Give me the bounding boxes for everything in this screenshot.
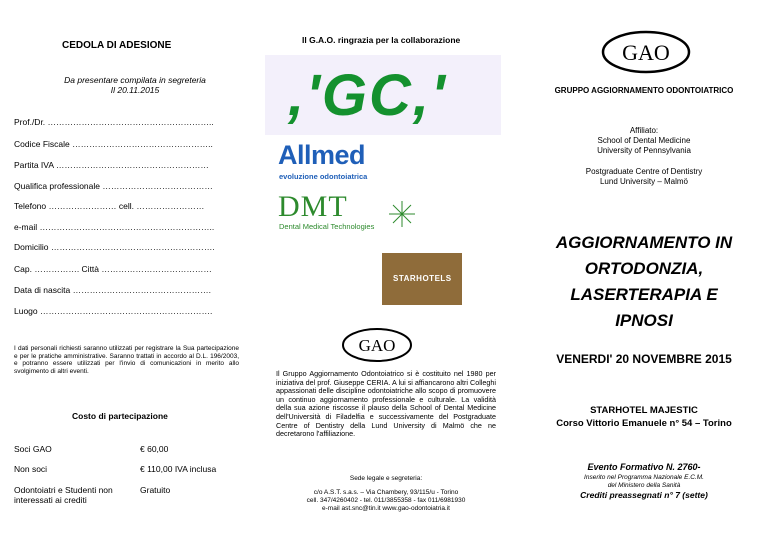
field-zip-city[interactable]: Cap. ……………. Città ………………………………… xyxy=(14,264,212,274)
gao-logo-text: GAO xyxy=(622,40,670,65)
affiliation-line-3: Postgraduate Centre of Dentistry xyxy=(585,167,703,176)
dmt-tagline: Dental Medical Technologies xyxy=(279,222,375,231)
starhotels-logo: STARHOTELS xyxy=(393,274,452,283)
affiliation-label: Affiliato: xyxy=(629,126,659,135)
cost-label-non-members: Non soci xyxy=(14,464,48,474)
course-title xyxy=(520,230,768,334)
field-vat[interactable]: Partita IVA ……………………………………………… xyxy=(14,160,209,170)
course-title-line-3: LASERTERAPIA E xyxy=(570,285,718,304)
group-name: GRUPPO AGGIORNAMENTO ODONTOIATRICO xyxy=(554,86,734,95)
event-number: Evento Formativo N. 2760- xyxy=(587,462,701,472)
ecm-line-1: Inserito nel Programma Nazionale E.C.M. xyxy=(584,474,704,481)
venue xyxy=(520,404,768,430)
affiliation-block-2 xyxy=(520,167,768,187)
office-heading: Sede legale e segreteria: xyxy=(349,475,423,482)
cost-price-students: Gratuito xyxy=(140,485,171,495)
privacy-notice: I dati personali richiesti saranno utilizzati per registrare la Sua partecipazione e per le pratiche amministrative. Saranno trattati in accordo al D.L. 196/2003, e potranno essere utilizzati per l'invio di comunicazioni in merito allo svolgimento di altri eventi. xyxy=(14,345,239,375)
cost-price-members: € 60,00 xyxy=(140,444,169,454)
office-phone: cell. 347/4260402 - tel. 011/3855358 - fax 011/6981930 xyxy=(306,496,466,504)
allmed-tagline: evoluzione odontoiatrica xyxy=(279,172,368,181)
field-tax-code[interactable]: Codice Fiscale ………………………………………….. xyxy=(14,139,213,149)
affiliation-line-4: Lund University – Malmö xyxy=(599,177,689,186)
office-address: c/o A.S.T. s.a.s. – Via Chambery, 93/115/u - Torino xyxy=(313,489,459,496)
gc-logo: ,'GC,' xyxy=(288,63,447,128)
office-web: e-mail ast.snc@tin.it www.gao-odontoiatria.it xyxy=(322,504,450,512)
office-contacts xyxy=(258,489,514,512)
affiliation-block-1 xyxy=(520,126,768,156)
cost-label-members: Soci GAO xyxy=(14,444,52,454)
cost-title: Costo di partecipazione xyxy=(72,411,168,421)
deadline-line: Il 20.11.2015 xyxy=(110,85,160,95)
gao-description: Il Gruppo Aggiornamento Odontoiatrico si è costituito nel 1980 per iniziativa del prof. Giuseppe CERIA. A lui si affiancarono altri Colleghi appassionati delle discipline odontoiatriche allo scopo di promuovere un continuo aggiornamento professionale e culturale. La validità della sua azione riscosse il plauso della School of Dental Medicine dell'Università di Filadelfia e successivamente del Postgraduate Centre of Dentistry della Lund University di Malmö che ne decretarono l'affiliazione. xyxy=(276,369,496,439)
field-birth-place[interactable]: Luogo ……………………………………………………. xyxy=(14,306,213,316)
venue-address: Corso Vittorio Emanuele n° 54 – Torino xyxy=(556,418,732,429)
course-title-line-2: ORTODONZIA, xyxy=(584,259,704,278)
ecm-notice xyxy=(520,474,768,489)
credits: Crediti preassegnati n° 7 (sette) xyxy=(580,490,708,500)
field-qualification[interactable]: Qualifica professionale ………………………………… xyxy=(14,181,213,191)
field-address[interactable]: Domicilio …………………………………………………. xyxy=(14,242,215,252)
instructions-line: Da presentare compilata in segreteria xyxy=(64,75,206,85)
thanks-heading: Il G.A.O. ringrazia per la collaborazione xyxy=(302,35,461,45)
dmt-logo: DMT xyxy=(278,190,348,223)
allmed-logo: Allmed xyxy=(278,140,366,170)
cost-price-non-members: € 110,00 IVA inclusa xyxy=(140,464,217,474)
cost-label-students: Odontoiatri e Studenti non interessati ai crediti xyxy=(14,485,113,505)
gao-logo-small-text: GAO xyxy=(358,336,396,355)
form-title: CEDOLA DI ADESIONE xyxy=(62,40,172,51)
gao-logo-small xyxy=(341,325,413,365)
field-phone[interactable]: Telefono …………………… cell. …………………… xyxy=(14,201,205,211)
gao-logo xyxy=(600,28,692,76)
affiliation-line-2: University of Pennsylvania xyxy=(597,146,691,155)
form-instructions xyxy=(50,75,220,95)
course-title-line-1: AGGIORNAMENTO IN xyxy=(555,233,733,252)
sparkle-icon xyxy=(388,200,416,228)
ecm-line-2: del Ministero della Sanità xyxy=(607,481,681,489)
course-title-line-4: IPNOSI xyxy=(615,311,673,330)
field-birth-date[interactable]: Data di nascita …………………………………………. xyxy=(14,285,211,295)
field-name[interactable]: Prof./Dr. ………………………………………………….. xyxy=(14,117,214,127)
field-email[interactable]: e-mail …………………………………………………….. xyxy=(14,222,215,232)
affiliation-line-1: School of Dental Medicine xyxy=(597,136,691,145)
venue-name: STARHOTEL MAJESTIC xyxy=(590,405,698,416)
event-date: VENERDI' 20 NOVEMBRE 2015 xyxy=(556,352,732,366)
